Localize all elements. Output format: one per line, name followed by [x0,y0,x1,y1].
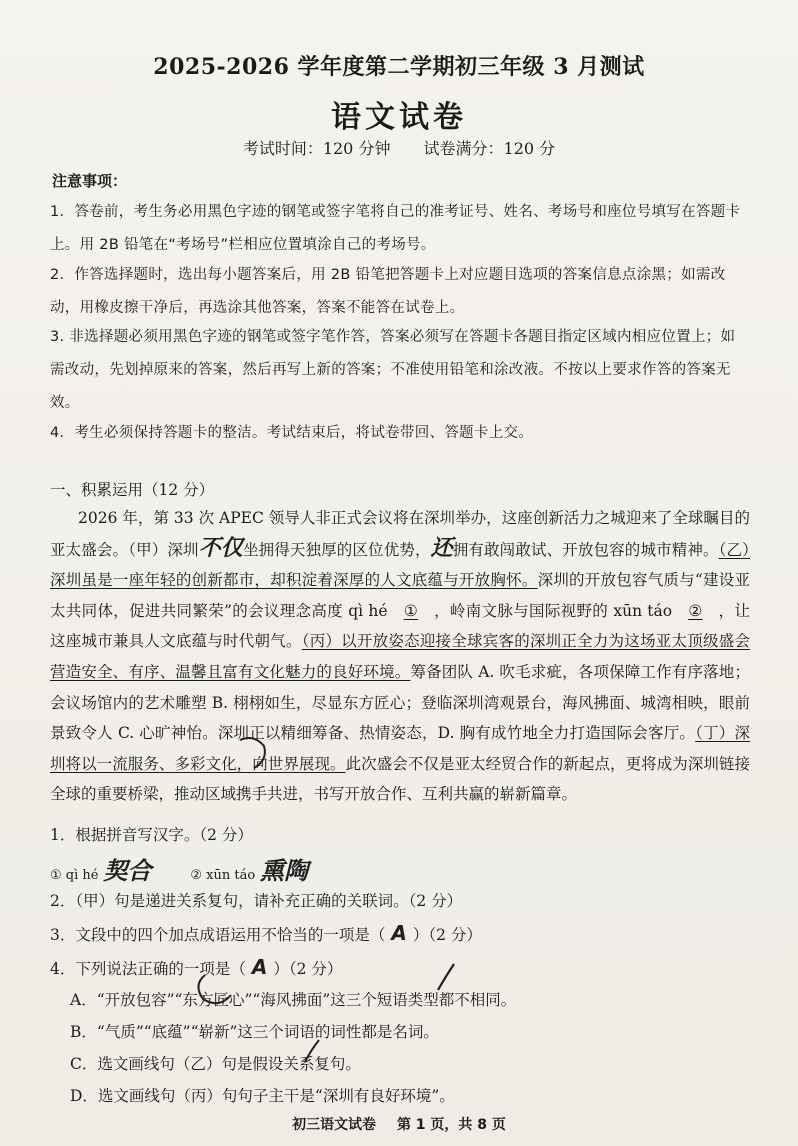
question-2: 2．（甲）句是递进关系复句，请补充正确的关联词。（2 分） [50,892,463,910]
question-4-score: ）（2 分） [273,960,343,978]
handwritten-answer-qihe: 契合 [103,857,152,885]
handwritten-answer-hai: 还 [430,535,453,561]
passage-text-7: 筹备团队 A. 吹毛求疵，各项保障工作有序落地；会议场馆内的艺术雕塑 B. 栩栩如生，尽显东方匠心；登临深圳湾观景台，海风拂面、城湾相映，眼前景致令人 C. 心旷神怡。深圳正以精细筹备、热情姿态，D. 胸有成竹地全力打造国际会客厅。 [50,662,750,743]
notice-item-4: 4．考生必须保持答题卡的整洁。考试结束后，将试卷带回、答题卡上交。 [50,425,534,441]
notice-item-2: 2．作答选择题时，选出每小题答案后，用 2B 铅笔把答题卡上对应题目选项的答案信息点涂黑；如需改动，用橡皮擦干净后，再选涂其他答案，答案不能答在试卷上。 [50,267,726,316]
footer-page: 第 1 页，共 8 页 [396,1117,506,1133]
handwritten-answer-buru: 不仅 [198,535,243,561]
question-1-answers [50,851,750,886]
notice-item-1: 1．答卷前，考生务必用黑色字迹的钢笔或签字笔将自己的准考证号、姓名、考场号和座位号填写在答题卡上。用 2B 铅笔在“考场号”栏相应位置填涂自己的考场号。 [50,204,741,253]
q1-pinyin-a: ① qì hé [50,868,99,883]
underlined-sentence-bing: （丙）以开放姿态迎接全球宾客的深圳正全力为这场亚太顶级盛会营造安全、有序、温馨且富有文化魅力的良好环境。 [50,632,750,681]
question-3 [50,921,750,945]
handwritten-choice-q4: A [251,955,268,979]
passage-text-5: ，岭南文脉与国际视野的 xūn táo [434,601,673,620]
q1-pinyin-b: ② xūn táo [190,868,256,883]
question-3-text: 3．文段中的四个加点成语运用不恰当的一项是（ [50,926,386,944]
question-1: 1．根据拼音写汉字。（2 分） [50,826,253,844]
passage-text-6: ，让这座城市兼具人文底蕴与时代朝气。 [50,601,750,651]
reading-passage [50,503,750,810]
exam-title: 2025-2026 学年度第二学期初三年级 3 月测试 [153,54,645,80]
option-c: C．选文画线句（乙）句是假设关系复句。 [70,1055,361,1073]
handwritten-answer-xuntao: 熏陶 [260,857,309,885]
passage-text-2: 坐拥得天独厚的区位优势， [242,540,431,559]
notice-item-3: 3. 非选择题必须用黑色字迹的钢笔或签字笔作答，答案必须写在答题卡各题目指定区域内相应位置上；如需改动，先划掉原来的答案，然后再写上新的答案；不准使用铅笔和涂改液。不按以上要求作答的答案无效。 [50,329,736,411]
passage-text-1: 2026 年，第 33 次 APEC 领导人非正式会议将在深圳举办，这座创新活力之城迎来了全球瞩目的亚太盛会。（甲）深圳 [50,509,750,559]
underlined-sentence-ding: （丁）深圳将以一流服务、多彩文化，向世界展现。 [50,724,750,773]
handwritten-choice-q3: A [391,921,407,945]
subject-title: 语文试卷 [331,100,467,135]
underlined-sentence-yi: （乙）深圳虽是一座年轻的创新都市，却积淀着深厚的人文底蕴与开放胸怀。 [50,540,750,590]
option-a: A．“开放包容”“东方匠心”“海风拂面”这三个短语类型都不相同。 [70,991,517,1009]
passage-text-8: 此次盛会不仅是亚太经贸合作的新起点，更将成为深圳链接全球的重要桥梁，推动区域携手共进，书写开放合作、互利共赢的崭新篇章。 [50,754,750,804]
passage-text-4: 深圳的开放包容气质与“建设亚太共同体，促进共同繁荣”的会议理念高度 qì hé [50,571,750,620]
blank-2: ② [688,601,703,620]
option-b: B．“气质”“底蕴”“崭新”这三个词语的词性都是名词。 [70,1023,439,1041]
footer-exam: 初三语文试卷 [292,1117,377,1133]
passage-text-3: 拥有敢闯敢试、开放包容的城市精神。 [452,540,719,559]
section-heading: 一、积累运用（12 分） [50,481,215,499]
page-footer [0,1114,798,1134]
exam-score: 试卷满分：120 分 [423,139,556,158]
option-d: D．选文画线句（丙）句句子主干是“深圳有良好环境”。 [70,1087,455,1105]
exam-time: 考试时间：120 分钟 [242,139,391,158]
notice-heading: 注意事项： [52,172,128,190]
blank-1: ① [403,601,419,620]
question-3-score: ）（2 分） [412,926,482,944]
exam-info [0,136,798,159]
question-4-text: 4．下列说法正确的一项是（ [50,960,246,978]
question-4 [50,955,750,979]
